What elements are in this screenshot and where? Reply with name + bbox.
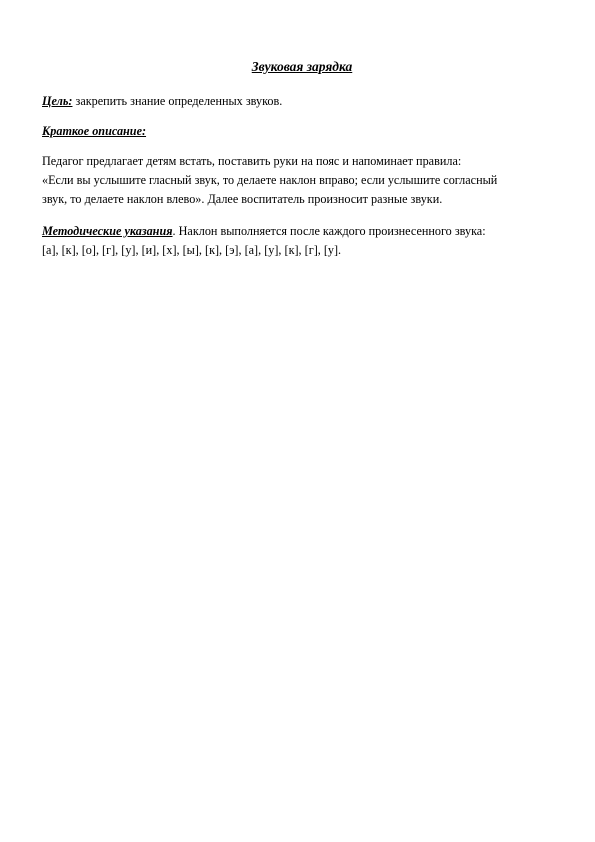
method-text: . Наклон выполняется после каждого произнесенного звука:	[172, 224, 486, 238]
method-paragraph	[42, 222, 562, 260]
description-paragraph	[42, 152, 562, 209]
method-sounds-line: [а], [к], [о], [г], [у], [и], [х], [ы], [к], [э], [а], [у], [к], [г], [у].	[42, 243, 342, 257]
brief-description-paragraph	[42, 122, 562, 141]
brief-description-label: Краткое описание:	[42, 124, 147, 138]
goal-text: закрепить знание определенных звуков.	[72, 94, 283, 108]
description-line: «Если вы услышите гласный звук, то делаете наклон вправо; если услышите согласный	[42, 173, 498, 187]
goal-label: Цель:	[42, 94, 73, 108]
description-line: Педагог предлагает детям встать, поставить руки на пояс и напоминает правила:	[42, 154, 462, 168]
document-page	[42, 0, 562, 842]
document-title: Звуковая зарядка	[251, 59, 353, 74]
method-label: Методические указания	[42, 224, 173, 238]
description-line: звук, то делаете наклон влево». Далее воспитатель произносит разные звуки.	[42, 192, 443, 206]
goal-paragraph	[42, 92, 562, 111]
